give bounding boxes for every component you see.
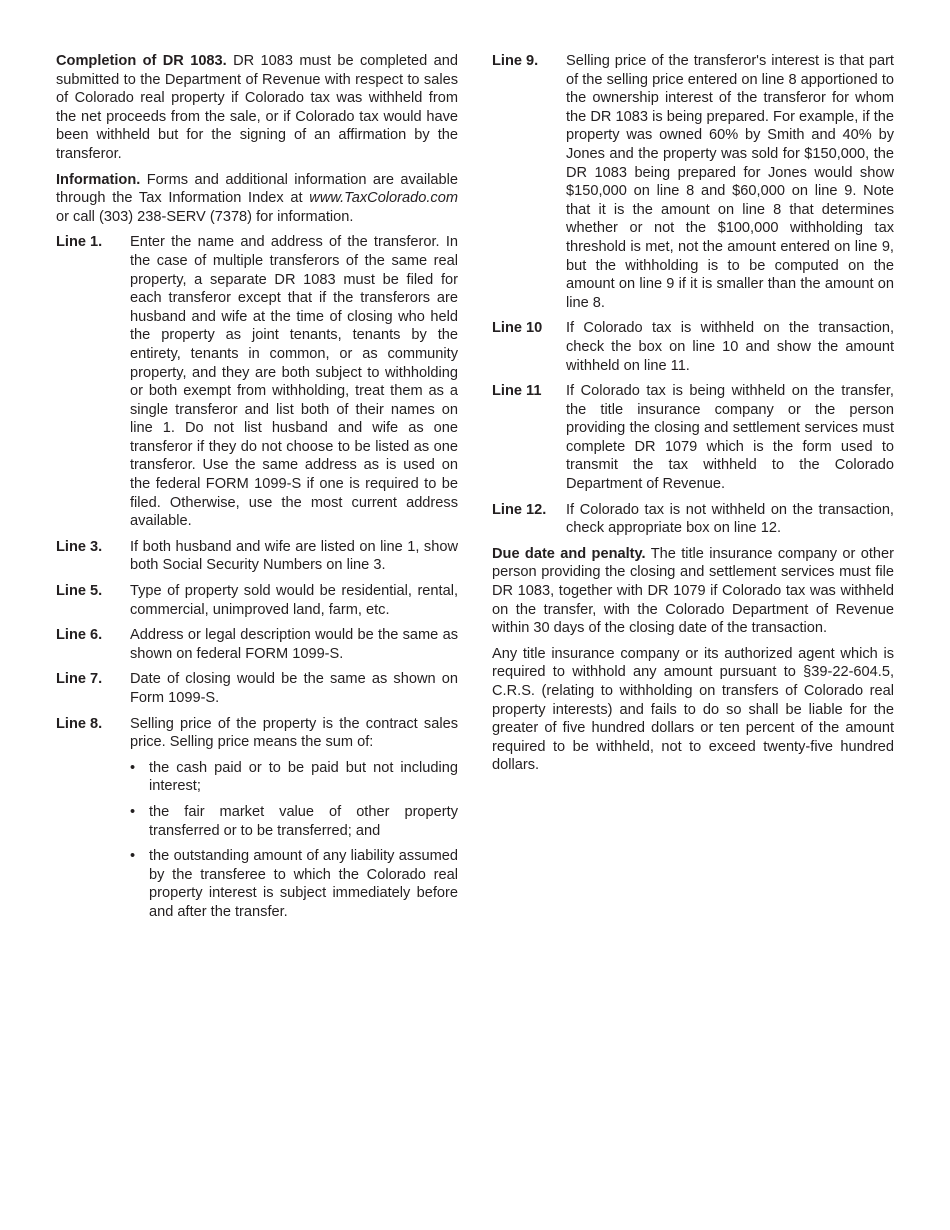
list-item bbox=[130, 803, 458, 840]
line-11-text: If Colorado tax is being withheld on the transfer, the title insurance company or the person providing the closing and settlement services must complete DR 1079 which is the form used to transmit the tax withheld to the Colorado Department of Revenue. bbox=[566, 383, 894, 493]
line-7-entry bbox=[56, 670, 458, 707]
bullet-icon: • bbox=[130, 848, 136, 865]
line-10-entry bbox=[492, 319, 894, 375]
line-7-label: Line 7. bbox=[56, 671, 103, 688]
line-10-label: Line 10 bbox=[492, 320, 543, 337]
bullet-icon: • bbox=[130, 759, 136, 776]
list-item-text: the cash paid or to be paid but not including interest; bbox=[149, 759, 458, 795]
line-11-label: Line 11 bbox=[492, 383, 542, 400]
line-8-entry bbox=[56, 715, 458, 929]
line-3-entry bbox=[56, 538, 458, 575]
selling-price-list bbox=[130, 759, 458, 922]
line-12-entry bbox=[492, 501, 894, 538]
list-item-text: the outstanding amount of any liability assumed by the transferee to which the Colorado real property interest is subject immediately before and after the transfer. bbox=[149, 848, 458, 920]
information-paragraph bbox=[56, 171, 458, 227]
completion-paragraph bbox=[56, 52, 458, 164]
line-10-text: If Colorado tax is withheld on the transaction, check the box on line 10 and show the amount withheld on line 11. bbox=[566, 320, 894, 374]
line-3-text: If both husband and wife are listed on line 1, show both Social Security Numbers on line 3. bbox=[130, 538, 458, 574]
line-6-text: Address or legal description would be the same as shown on federal FORM 1099-S. bbox=[130, 627, 458, 662]
line-1-label: Line 1. bbox=[56, 234, 103, 251]
information-heading: Information. bbox=[56, 171, 141, 188]
completion-heading: Completion of DR 1083. bbox=[56, 53, 227, 69]
due-date-heading: Due date and penalty. bbox=[492, 545, 646, 562]
information-phone-text: or call (303) 238-SERV (7378) for information. bbox=[56, 208, 354, 225]
line-5-label: Line 5. bbox=[56, 583, 103, 600]
line-1-entry bbox=[56, 233, 458, 531]
list-item bbox=[130, 847, 458, 921]
bullet-icon: • bbox=[130, 803, 136, 820]
line-11-entry bbox=[492, 382, 894, 494]
line-7-text: Date of closing would be the same as shown on Form 1099-S. bbox=[130, 671, 458, 706]
penalty-paragraph: Any title insurance company or its authorized agent which is required to withhold any amount pursuant to §39-22-604.5, C.R.S. (relating to withholding on transfers of Colorado real property interests) and fails to do so shall be liable for the greater of five hundred dollars or ten percent of the amount required to be withheld, not to exceed twenty-five hundred dollars. bbox=[492, 645, 894, 774]
line-3-label: Line 3. bbox=[56, 538, 103, 555]
website-link[interactable]: www.TaxColorado.com bbox=[309, 190, 458, 207]
line-5-text: Type of property sold would be residential, rental, commercial, unimproved land, farm, etc. bbox=[130, 583, 458, 618]
line-5-entry bbox=[56, 582, 458, 619]
line-1-text: Enter the name and address of the transferor. In the case of multiple transferors of the same real property, a separate DR 1083 must be filed for each transferor except that if the transferors are husband and wife at the time of closing who held the property as joint tenants, tenants by the entirety, tenants in common, or as community property, and they are both subject to withholding or both exempt from withholding, treat them as a single transferor and list both of their names on line 1. Do not list husband and wife as one transferor if they do not choose to be listed as one transferor. Use the same address as is used on the federal FORM 1099-S if one is required to be filed. Otherwise, use the most current address available. bbox=[130, 234, 458, 530]
line-8-text: Selling price of the property is the contract sales price. Selling price means the sum of: bbox=[130, 715, 458, 751]
list-item-text: the fair market value of other property transferred or to be transferred; and bbox=[149, 803, 458, 839]
information-text: Forms and additional information are available through the Tax Information Index at bbox=[56, 171, 458, 207]
line-12-label: Line 12. bbox=[492, 501, 547, 518]
line-6-entry bbox=[56, 626, 458, 663]
due-date-paragraph bbox=[492, 545, 894, 638]
due-date-text: The title insurance company or other person providing the closing and settlement services must file DR 1083, together with DR 1079 if Colorado tax was withheld on the transfer, with the Colorado Department of Revenue within 30 days of the closing date of the transaction. bbox=[492, 545, 895, 637]
right-column bbox=[492, 52, 894, 782]
list-item bbox=[130, 759, 458, 796]
line-8-body bbox=[130, 715, 458, 929]
line-9-entry bbox=[492, 52, 894, 312]
line-8-label: Line 8. bbox=[56, 715, 103, 732]
line-6-label: Line 6. bbox=[56, 627, 103, 644]
completion-text: DR 1083 must be completed and submitted to the Department of Revenue with respect to sales of Colorado real property if Colorado tax was withheld from the net proceeds from the sale, or if Colorado tax would have been withheld but for the signing of an affirmation by the transferor. bbox=[56, 53, 458, 162]
line-9-text: Selling price of the transferor's interest is that part of the selling price entered on line 8 apportioned to the ownership interest of the transferor for whom the DR 1083 is being prepared. For example, if the property was owned 60% by Smith and 40% by Jones and the property was sold for $150,000, the DR 1083 being prepared for Jones would show $150,000 on line 8 and $60,000 on line 9. Note that it is the amount on line 8 that determines whether or not the $100,000 withholding tax threshold is met, not the amount entered on line 9, but the withholding is to be computed on the amount on line 9 if it is smaller than the amount on line 8. bbox=[566, 53, 894, 311]
line-12-text: If Colorado tax is not withheld on the transaction, check appropriate box on line 12. bbox=[566, 501, 894, 537]
line-9-label: Line 9. bbox=[492, 53, 539, 69]
left-column bbox=[56, 52, 458, 936]
